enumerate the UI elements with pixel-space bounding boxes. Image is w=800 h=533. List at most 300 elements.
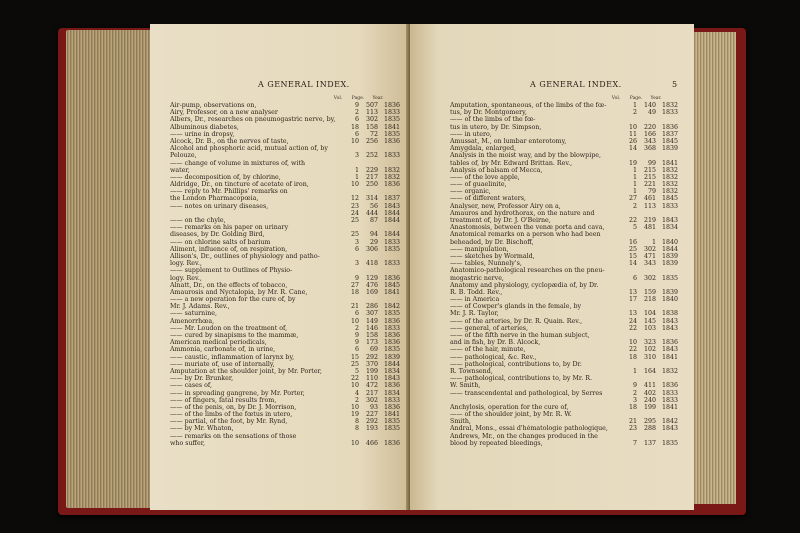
entry-volume: 2: [354, 396, 359, 404]
entry-volume: 25: [350, 217, 359, 224]
index-entry: [450, 397, 678, 404]
entry-year: 1834: [383, 367, 400, 375]
entry-volume: 10: [350, 403, 359, 411]
entry-year: 1832: [661, 173, 678, 181]
entry-page: [637, 282, 656, 289]
entry-page: 103: [643, 324, 656, 332]
entry-text: —— of the arteries, by Dr. R. Quain. Rev.,: [450, 317, 583, 325]
entry-year: 1843: [661, 346, 678, 354]
entry-year: 1840: [661, 238, 678, 246]
entry-page: [637, 303, 656, 310]
entry-text: Airy, Professor, on a new analyser: [170, 109, 278, 117]
entry-year: 1833: [383, 152, 400, 160]
index-entry: [170, 239, 400, 246]
entry-year: 1842: [661, 418, 678, 426]
entry-text: —— change of volume in mixtures of, with: [170, 159, 306, 167]
entry-volume: 11: [628, 130, 637, 138]
entry-year: [656, 303, 678, 310]
entry-year: 1832: [661, 367, 678, 375]
entry-volume: 25: [628, 245, 637, 253]
entry-volume: 1: [632, 102, 637, 109]
entry-text: Alnatt, Dr., on the effects of tobacco,: [170, 281, 288, 289]
index-entry: [170, 160, 400, 167]
entry-page: 215: [643, 166, 656, 174]
entry-text: —— notes on urinary diseases,: [170, 202, 269, 210]
entry-year: 1832: [383, 173, 400, 181]
entry-volume: 18: [628, 353, 637, 361]
index-entry: [170, 282, 400, 289]
entry-page: 288: [643, 425, 656, 433]
entry-year: [378, 160, 400, 167]
entry-text: Amaurosis and Nyctalopia, by Mr. R. Cane,: [170, 288, 308, 296]
entry-text: —— manipulation,: [450, 245, 509, 253]
index-entry: [450, 418, 678, 425]
entry-volume: 14: [628, 260, 637, 268]
entry-volume: 9: [632, 382, 637, 390]
entry-page: [359, 160, 378, 167]
entry-page: 140: [643, 102, 656, 109]
index-entry: [170, 116, 400, 123]
entry-page: 93: [369, 403, 378, 411]
entry-text: —— urine in dropsy,: [170, 130, 235, 138]
entry-page: 252: [365, 152, 378, 160]
entry-page: 310: [643, 353, 656, 361]
entry-text: Aldridge, Dr., on tincture of acetate of iron,: [170, 181, 309, 189]
entry-volume: [342, 253, 359, 260]
entry-page: 199: [365, 367, 378, 375]
entry-year: 1833: [383, 396, 400, 404]
entry-page: 199: [643, 403, 656, 411]
entry-text: Amussat, M., on lumbar enterotomy,: [450, 137, 567, 145]
entry-year: 1842: [383, 303, 400, 311]
vol-header: Vol.: [611, 96, 621, 101]
entry-text: [450, 397, 620, 404]
entry-year: [378, 145, 400, 152]
entry-volume: 21: [350, 303, 359, 311]
entry-text: —— decomposition of, by chlorine,: [170, 173, 281, 181]
entry-volume: [620, 433, 637, 440]
entry-volume: [342, 433, 359, 440]
entry-page: 229: [365, 166, 378, 174]
entry-volume: 9: [354, 102, 359, 109]
entry-volume: 6: [354, 245, 359, 253]
index-entry: [170, 425, 400, 432]
entry-page: 471: [643, 252, 656, 260]
entry-volume: 24: [628, 317, 637, 325]
index-entry: [450, 310, 678, 317]
index-entry: [450, 131, 678, 138]
entry-text: American medical periodicals,: [170, 339, 267, 347]
index-entry: [450, 174, 678, 181]
entry-page: 113: [365, 109, 378, 117]
index-entry: [170, 339, 400, 346]
entry-year: [378, 267, 400, 274]
entry-page: 295: [643, 418, 656, 426]
entry-page: 507: [365, 102, 378, 109]
entry-page: 146: [365, 324, 378, 332]
entry-volume: 2: [354, 324, 359, 332]
entry-page: [637, 267, 656, 274]
entry-year: 1833: [661, 109, 678, 117]
entry-text: —— cases of,: [170, 382, 212, 390]
entry-page: 193: [365, 425, 378, 433]
entry-year: 1839: [661, 145, 678, 153]
entry-year: 1836: [383, 102, 400, 109]
entry-year: [378, 433, 400, 440]
entry-year: 1835: [383, 130, 400, 138]
entry-text: —— by Mr. Whaton,: [170, 425, 234, 433]
entry-page: 159: [643, 288, 656, 296]
entry-page: 302: [643, 245, 656, 253]
entry-page: 1: [651, 238, 656, 246]
entry-volume: 2: [632, 389, 637, 397]
entry-year: 1835: [661, 439, 678, 447]
entry-page: 149: [365, 317, 378, 325]
entry-year: 1834: [661, 224, 678, 232]
index-entry: [450, 181, 678, 188]
entry-volume: [620, 267, 637, 274]
entry-volume: 10: [350, 382, 359, 390]
entry-text: Aliment, influence of, on respiration,: [170, 245, 288, 253]
index-entry: [170, 195, 400, 202]
entry-volume: [620, 116, 637, 123]
index-entry: [170, 138, 400, 145]
entry-year: 1836: [383, 439, 400, 447]
index-entry: [450, 203, 678, 210]
entry-text: Mr. J. R. Taylor,: [450, 310, 499, 318]
entry-page: 169: [365, 288, 378, 296]
entry-year: [656, 267, 678, 274]
entry-text: —— organic,: [450, 188, 491, 196]
entry-year: 1841: [383, 123, 400, 131]
entry-year: 1841: [383, 288, 400, 296]
entry-volume: 25: [350, 360, 359, 368]
index-entry: [450, 188, 678, 195]
entry-page: 307: [365, 310, 378, 318]
entry-year: 1833: [661, 202, 678, 210]
index-entry: [170, 181, 400, 188]
entry-page: 220: [643, 123, 656, 131]
entry-year: 1835: [383, 245, 400, 253]
entry-year: 1835: [383, 418, 400, 426]
entry-volume: 18: [628, 403, 637, 411]
entry-text: —— partial, of the foot, by Mr. Rynd,: [170, 418, 288, 426]
entry-volume: 3: [632, 396, 637, 404]
entry-page: 343: [643, 137, 656, 145]
entry-volume: 10: [350, 137, 359, 145]
entry-page: 418: [365, 260, 378, 268]
entry-text: Albuminous diabetes,: [170, 123, 239, 131]
entry-page: 158: [365, 123, 378, 131]
entry-text: —— on chlorine salts of barium: [170, 238, 271, 246]
entry-page: 218: [643, 296, 656, 304]
entry-page: 343: [643, 260, 656, 268]
index-entry: [450, 361, 678, 368]
entry-page: 292: [365, 418, 378, 426]
entry-page: [637, 411, 656, 418]
entry-page: 94: [369, 231, 378, 239]
entry-page: [637, 375, 656, 382]
index-entry: [450, 440, 678, 447]
entry-year: 1845: [661, 195, 678, 203]
entry-page: [359, 145, 378, 152]
entry-page: 444: [365, 209, 378, 217]
entry-volume: 19: [628, 159, 637, 167]
entry-volume: [620, 210, 637, 217]
index-entry: [450, 152, 678, 159]
entry-volume: 8: [354, 418, 359, 426]
index-entry: [170, 375, 400, 382]
entry-page: 102: [643, 346, 656, 354]
entry-text: tables of, by Mr. Edward Brittan. Rev.,: [450, 159, 573, 167]
entry-page: 221: [643, 181, 656, 189]
index-entry: [170, 246, 400, 253]
entry-text: —— tables, Nunnely's,: [450, 260, 522, 268]
index-entry: [450, 138, 678, 145]
index-entry: [170, 267, 400, 274]
index-entry: [450, 354, 678, 361]
index-entry: [450, 332, 678, 339]
index-entry: [450, 124, 678, 131]
index-entry: [170, 260, 400, 267]
index-entry: [450, 303, 678, 310]
entry-volume: 27: [628, 195, 637, 203]
index-entry: [450, 375, 678, 382]
entry-volume: 17: [628, 296, 637, 304]
entry-text: —— pathological, contributions to, by Dr.: [450, 360, 582, 368]
entry-volume: 9: [354, 339, 359, 347]
index-entry: [450, 289, 678, 296]
entry-volume: 6: [354, 346, 359, 354]
entry-text: —— of guaelinite,: [450, 181, 507, 189]
index-entry: [450, 253, 678, 260]
entry-page: 368: [643, 145, 656, 153]
index-entry: [450, 160, 678, 167]
entry-page: 481: [643, 224, 656, 232]
entry-year: 1841: [383, 411, 400, 419]
entry-year: 1836: [383, 317, 400, 325]
entry-text: Air-pump, observations on,: [170, 102, 257, 109]
entry-year: [656, 433, 678, 440]
entry-volume: 10: [350, 181, 359, 189]
entry-year: 1833: [383, 324, 400, 332]
entry-page: 286: [365, 303, 378, 311]
index-entry: [170, 174, 400, 181]
entry-text: —— pathological, contributions to, by Mr. R.: [450, 375, 592, 383]
index-entry: [450, 267, 678, 274]
entry-text: Allison's, Dr., outlines of physiology and patho-: [170, 252, 320, 260]
entry-year: [378, 253, 400, 260]
entry-year: 1833: [383, 238, 400, 246]
index-entry: [170, 332, 400, 339]
entry-year: 1836: [383, 274, 400, 282]
entry-text: —— sketches by Wormald,: [450, 252, 535, 260]
index-entry: [450, 224, 678, 231]
entry-year: 1845: [661, 137, 678, 145]
entry-text: Anchylosis, operation for the cure of,: [450, 403, 569, 411]
entry-year: [656, 332, 678, 339]
entry-volume: 9: [354, 274, 359, 282]
entry-year: [656, 375, 678, 382]
left-page: [150, 24, 410, 510]
index-entry: [170, 109, 400, 116]
entry-volume: 6: [354, 310, 359, 318]
index-entry: [170, 390, 400, 397]
entry-year: 1839: [383, 353, 400, 361]
entry-page: [359, 188, 378, 195]
index-entry: [450, 102, 678, 109]
entry-page: 250: [365, 181, 378, 189]
entry-year: 1839: [661, 260, 678, 268]
entry-text: blood by repeated bleedings,: [450, 439, 543, 447]
entry-volume: [342, 224, 359, 231]
entry-text: —— of the limbs of the fœtus in utero,: [170, 411, 293, 419]
index-entry: [170, 289, 400, 296]
entry-year: 1836: [383, 382, 400, 390]
entry-volume: [620, 152, 637, 159]
entry-volume: 9: [354, 332, 359, 339]
index-entry: [170, 325, 400, 332]
entry-page: 217: [365, 389, 378, 397]
index-entry: [170, 224, 400, 231]
index-entry: [450, 239, 678, 246]
index-entry: [170, 217, 400, 224]
index-entry: [170, 368, 400, 375]
index-entry: [450, 339, 678, 346]
entry-year: 1833: [383, 260, 400, 268]
entry-text: Analysis of balsam of Mecca,: [450, 166, 543, 174]
entry-volume: 13: [628, 288, 637, 296]
entry-volume: 13: [628, 310, 637, 318]
entry-year: 1835: [383, 310, 400, 318]
index-entry: [450, 109, 678, 116]
entry-page: [359, 253, 378, 260]
index-entry: [170, 397, 400, 404]
entry-volume: 6: [354, 116, 359, 124]
index-entry: [170, 310, 400, 317]
right-column-headers: [606, 96, 666, 101]
entry-volume: 19: [350, 411, 359, 419]
entry-page: 411: [643, 382, 656, 390]
entry-volume: 16: [628, 238, 637, 246]
index-entry: [170, 361, 400, 368]
index-entry: [170, 418, 400, 425]
entry-text: —— of fingers, fatal results from,: [170, 396, 277, 404]
entry-volume: [620, 375, 637, 382]
entry-page: 104: [643, 310, 656, 318]
entry-text: —— caustic, inflammation of larynx by,: [170, 353, 295, 361]
entry-year: [656, 411, 678, 418]
entry-volume: 15: [628, 252, 637, 260]
entry-text: Smith,: [450, 418, 471, 426]
entry-year: 1843: [661, 217, 678, 224]
entry-volume: 7: [632, 439, 637, 447]
entry-volume: [620, 361, 637, 368]
entry-volume: 1: [354, 166, 359, 174]
entry-text: Albers, Dr., researches on pneumogastric nerve, by,: [170, 116, 336, 124]
entry-year: 1836: [383, 403, 400, 411]
entry-page: 227: [365, 411, 378, 419]
entry-volume: 22: [628, 217, 637, 224]
entry-year: 1833: [383, 109, 400, 117]
entry-page: 370: [365, 360, 378, 368]
index-entry: [450, 275, 678, 282]
entry-page: 314: [365, 195, 378, 203]
entry-volume: 6: [354, 130, 359, 138]
entry-text: Alcock, Dr. B., on the nerves of taste,: [170, 137, 289, 145]
entry-page: 164: [643, 367, 656, 375]
index-entry: [170, 346, 400, 353]
index-entry: [170, 253, 400, 260]
index-entry: [170, 152, 400, 159]
index-entry: [170, 231, 400, 238]
entry-year: 1841: [661, 159, 678, 167]
entry-year: [656, 231, 678, 238]
index-entry: [170, 318, 400, 325]
entry-year: [378, 296, 400, 303]
entry-page: 137: [643, 439, 656, 447]
entry-volume: 2: [354, 109, 359, 117]
entry-text: Andrews, Mr., on the changes produced in the: [450, 432, 598, 440]
entry-text: —— remarks on the sensations of those: [170, 432, 297, 440]
entry-text: Analyser, new, Professor Airy on a,: [450, 202, 561, 210]
entry-year: 1837: [661, 130, 678, 138]
index-entry: [170, 275, 400, 282]
entry-text: Anastomosis, between the venæ porta and cava,: [450, 224, 605, 232]
entry-text: Anatomical remarks on a person who had been: [450, 231, 601, 239]
entry-page: 173: [365, 339, 378, 347]
entry-page: [637, 231, 656, 238]
entry-year: 1839: [661, 288, 678, 296]
entry-volume: 2: [632, 109, 637, 117]
entry-text: Andral, Mons., essai d'hématologie pathologique,: [450, 425, 608, 433]
entry-text: —— by Dr. Brunker,: [170, 375, 234, 383]
entry-text: Analysis in the moist way, and by the blowpipe,: [450, 152, 601, 160]
entry-page: 472: [365, 382, 378, 390]
entry-volume: 1: [632, 188, 637, 196]
entry-text: —— of different waters,: [450, 195, 526, 203]
entry-text: —— cured by sinapisms to the mammæ,: [170, 332, 299, 339]
entry-year: 1839: [661, 252, 678, 260]
index-entry: [450, 145, 678, 152]
entry-year: [656, 152, 678, 159]
index-entry: [450, 296, 678, 303]
entry-volume: 1: [632, 181, 637, 189]
entry-year: 1834: [383, 389, 400, 397]
index-entry: [170, 102, 400, 109]
entry-volume: 22: [628, 346, 637, 354]
entry-page: [637, 361, 656, 368]
entry-volume: 3: [354, 260, 359, 268]
entry-year: 1832: [661, 188, 678, 196]
entry-text: —— muriate of, use of internally,: [170, 360, 275, 368]
page-header: Page.: [351, 96, 365, 101]
index-entry: [170, 124, 400, 131]
entry-year: 1843: [661, 317, 678, 325]
entry-year: 1837: [383, 195, 400, 203]
entry-volume: 21: [628, 418, 637, 426]
entry-year: 1835: [661, 274, 678, 282]
entry-year: 1832: [661, 181, 678, 189]
entry-volume: 8: [354, 425, 359, 433]
right-page-header: A GENERAL INDEX.: [530, 80, 622, 89]
index-entry: [450, 116, 678, 123]
entry-volume: 22: [350, 375, 359, 383]
entry-year: 1836: [661, 123, 678, 131]
entry-page: 69: [369, 346, 378, 354]
entry-volume: [620, 303, 637, 310]
entry-page: 256: [365, 137, 378, 145]
